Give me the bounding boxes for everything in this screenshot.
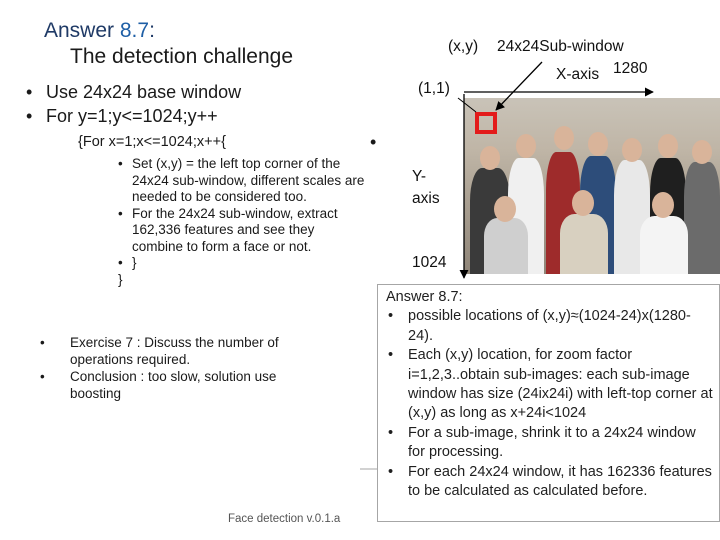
title-subtitle: The detection challenge — [70, 45, 293, 68]
xaxis-label: X-axis — [556, 66, 600, 83]
yaxis-label-line1: Y- — [412, 168, 427, 185]
conclusion-bullet: • Conclusion : too slow, solution use boosting — [40, 368, 330, 402]
inner-bullet-close: • } — [118, 255, 366, 272]
subwindow-pointer-arrow — [496, 62, 542, 110]
yaxis-max-label: 1024 — [412, 254, 447, 271]
subwindow-label: 24x24Sub-window — [497, 38, 624, 55]
inner-close-brace: } — [118, 271, 123, 287]
yaxis-label-line2: axis — [412, 190, 440, 207]
slide-footer: Face detection v.0.1.a — [228, 513, 341, 525]
answer-box — [377, 284, 720, 522]
title-prefix: Answer — [44, 19, 120, 42]
answer-bullet-features: • For each 24x24 window, it has 162336 features to be calculated as calculated before. — [386, 463, 713, 502]
title-suffix: : — [149, 19, 155, 42]
title-number: 8.7 — [119, 19, 150, 42]
xaxis-max-label: 1280 — [613, 60, 648, 77]
origin-label: (1,1) — [418, 80, 450, 97]
bullet-base-window: • Use 24x24 base window — [26, 80, 241, 104]
inner-bullet-extract: • For the 24x24 sub-window, extract 162,336 features and see they combine to form a face or not. — [118, 206, 366, 256]
xy-label: (x,y) — [448, 38, 479, 55]
empty-bullet: • — [370, 132, 377, 152]
answer-bullet-zoom: • Each (x,y) location, for zoom factor i=1,2,3..obtain sub-images: each sub-image window has size (24ix24i) with left-top corner at (x,y) as long as x+24i<1024 — [386, 346, 713, 424]
x-loop-text: {For x=1;x<=1024;x++{ — [78, 134, 226, 150]
origin-pointer — [458, 98, 476, 112]
answer-bullet-locations: • possible locations of (x,y)≈(1024-24)x(1280-24). — [386, 307, 713, 346]
inner-bullet-set-xy: • Set (x,y) = the left top corner of the 24x24 sub-window, different scales are needed to be considered too. — [118, 156, 366, 206]
bullet-y-loop: • For y=1;y<=1024;y++ — [26, 104, 241, 128]
answer-heading: Answer 8.7: — [386, 289, 463, 305]
answer-bullet-shrink: • For a sub-image, shrink it to a 24x24 window for processing. — [386, 424, 713, 463]
exercise-bullet: • Exercise 7 : Discuss the number of operations required. — [40, 334, 330, 368]
